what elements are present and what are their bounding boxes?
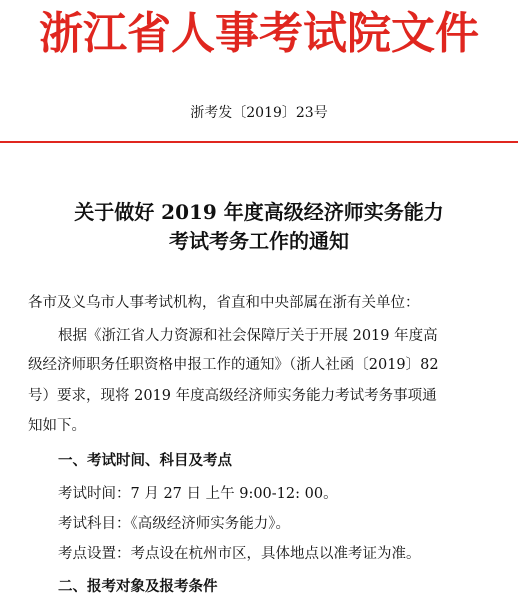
intro-line-3: 号）要求，现将 2019 年度高级经济师实务能力考试考务事项通	[28, 388, 437, 404]
document-masthead: 浙江省人事考试院文件	[39, 8, 479, 59]
red-divider-line	[0, 141, 518, 143]
exam-time: 考试时间：7 月 27 日 上午 9:00-12: 00。	[58, 486, 338, 502]
exam-location: 考点设置：考点设在杭州市区，具体地点以准考证为准。	[58, 546, 421, 562]
salutation: 各市及义乌市人事考试机构，省直和中央部属在浙有关单位：	[28, 295, 420, 311]
intro-line-1: 根据《浙江省人力资源和社会保障厅关于开展 2019 年度高	[58, 328, 438, 344]
section-2-heading: 二、报考对象及报考条件	[58, 578, 218, 595]
document-number: 浙考发〔2019〕23号	[190, 105, 328, 121]
intro-line-4: 知如下。	[28, 418, 86, 434]
document-title-line-2: 考试考务工作的通知	[169, 229, 349, 253]
exam-subject: 考试科目：《高级经济师实务能力》。	[58, 516, 290, 532]
section-1-heading: 一、考试时间、科目及考点	[58, 452, 232, 469]
document-title-line-1: 关于做好 2019 年度高级经济师实务能力	[74, 200, 444, 224]
intro-line-2: 级经济师职务任职资格申报工作的通知》（浙人社函〔2019〕82	[28, 357, 439, 373]
